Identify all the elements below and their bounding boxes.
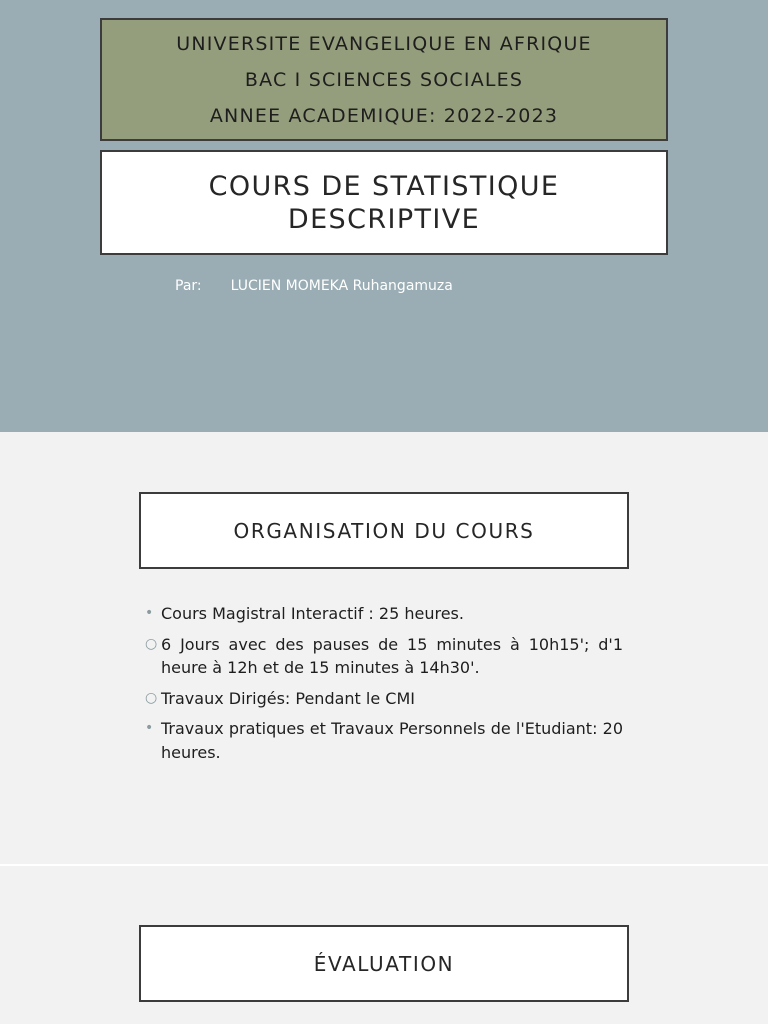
slide-heading-text: ORGANISATION DU COURS <box>233 518 535 543</box>
institution-line: BAC I SCIENCES SOCIALES <box>244 68 524 91</box>
list-item <box>145 687 623 711</box>
list-item <box>145 717 623 764</box>
institution-box <box>100 18 668 141</box>
slide-heading <box>139 925 629 1002</box>
author-name: LUCIEN MOMEKA Ruhangamuza <box>230 278 453 294</box>
list-item-text: 6 Jours avec des pauses de 15 minutes à 10h15'; d'1 heure à 12h et de 15 minutes à 14h30'. <box>161 634 623 677</box>
institution-line: UNIVERSITE EVANGELIQUE EN AFRIQUE <box>176 32 592 55</box>
title-slide <box>0 0 768 432</box>
evaluation-slide <box>0 866 768 1024</box>
bullet-list <box>145 602 623 771</box>
author-line <box>175 278 453 294</box>
institution-line: ANNEE ACADEMIQUE: 2022-2023 <box>209 104 559 127</box>
course-title-line: COURS DE STATISTIQUE <box>208 170 560 202</box>
list-item-text: Travaux Dirigés: Pendant le CMI <box>161 688 415 708</box>
bullet-dot-icon: • <box>145 605 154 621</box>
slide-heading-text: ÉVALUATION <box>313 951 455 976</box>
bullet-circle-icon: ○ <box>145 635 158 652</box>
list-item-text: Cours Magistral Interactif : 25 heures. <box>161 604 464 623</box>
list-item-text: Travaux pratiques et Travaux Personnels de l'Etudiant: 20 heures. <box>161 719 623 762</box>
bullet-dot-icon: • <box>145 720 154 736</box>
bullet-circle-icon: ○ <box>145 689 158 706</box>
organisation-slide <box>0 432 768 864</box>
list-item <box>145 602 623 626</box>
course-title-box <box>100 150 668 255</box>
course-title-line: DESCRIPTIVE <box>287 203 481 235</box>
author-prefix: Par: <box>175 278 202 294</box>
slide-heading <box>139 492 629 569</box>
list-item <box>145 633 623 680</box>
